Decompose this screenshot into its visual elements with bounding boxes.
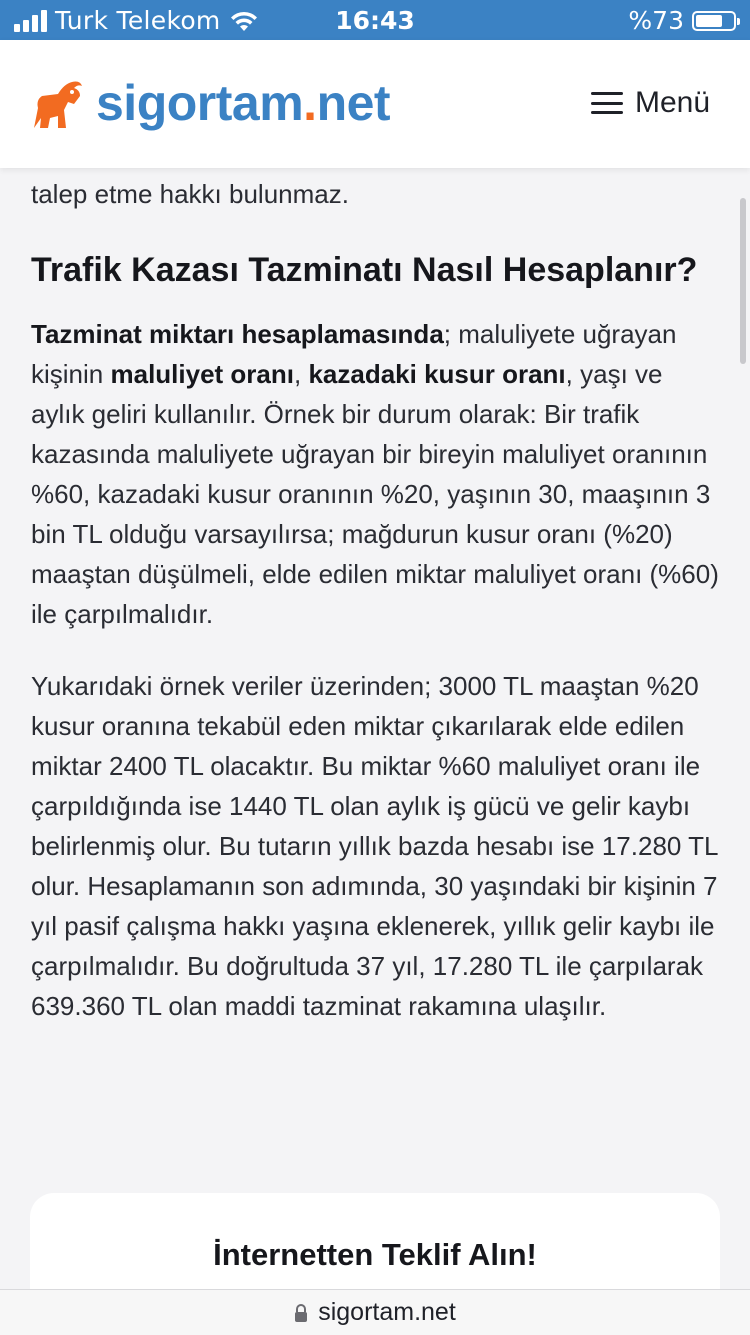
- clock: 16:43: [335, 6, 415, 35]
- site-logo[interactable]: [28, 74, 390, 132]
- url-domain: sigortam.net: [318, 1298, 456, 1326]
- status-right: [628, 6, 736, 35]
- browser-url-bar[interactable]: [0, 1289, 750, 1335]
- logo-wordmark: sigortam.net: [96, 75, 391, 131]
- menu-label: Menü: [634, 86, 710, 119]
- site-header: [0, 40, 750, 168]
- article-paragraph-2: Yukarıdaki örnek veriler üzerinden; 3000 TL maaştan %20 kusur oranına tekabül eden miktar çıkarılarak elde edilen miktar 2400 TL olacaktır. Bu miktar %60 maluliyet oranı ile çarpıldığında ise 1440 TL olan aylık iş gücü ve gelir kaybı belirlenmiş olur. Bu tutarın yıllık bazda hesabı ise 17.280 TL olur. Hesaplamanın son adımında, 30 yaşındaki bir kişinin 7 yıl pasif çalışma hakkı yaşına eklenerek, yıllık gelir kaybı ile çarpılmalıdır. Bu doğrultuda 37 yıl, 17.280 TL ile çarpılarak 639.360 TL olan maddi tazminat rakamına ulaşılır.: [31, 671, 718, 1021]
- menu-button[interactable]: [591, 86, 710, 120]
- lock-icon: [294, 1304, 308, 1322]
- page-scrollbar[interactable]: [740, 198, 746, 364]
- carrier-name: Turk Telekom: [55, 6, 221, 35]
- article-heading: Trafik Kazası Tazminatı Nasıl Hesaplanır?: [31, 251, 698, 289]
- goat-logo-icon: [28, 74, 84, 132]
- offer-card-title: İnternetten Teklif Alın!: [213, 1237, 537, 1272]
- article-paragraph-1: Tazminat miktarı hesaplamasında; maluliyete uğrayan kişinin maluliyet oranı, kazadaki kusur oranı, yaşı ve aylık geliri kullanılır. Örnek bir durum olarak: Bir trafik kazasında maluliyete uğrayan bir bireyin maluliyet oranının %60, kazadaki kusur oranının %20, yaşının 30, maaşının 3 bin TL olduğu varsayılırsa; mağdurun kusur oranı (%20) maaştan düşülmeli, elde edilen miktar maluliyet oranı (%60) ile çarpılmalıdır.: [31, 319, 719, 629]
- battery-icon: [692, 11, 736, 31]
- battery-percent: %73: [628, 6, 684, 35]
- hamburger-icon: [591, 92, 623, 114]
- article-content: [31, 168, 721, 1026]
- status-bar: [0, 0, 750, 40]
- article-paragraph-cut: talep etme hakkı bulunmaz.: [31, 179, 349, 209]
